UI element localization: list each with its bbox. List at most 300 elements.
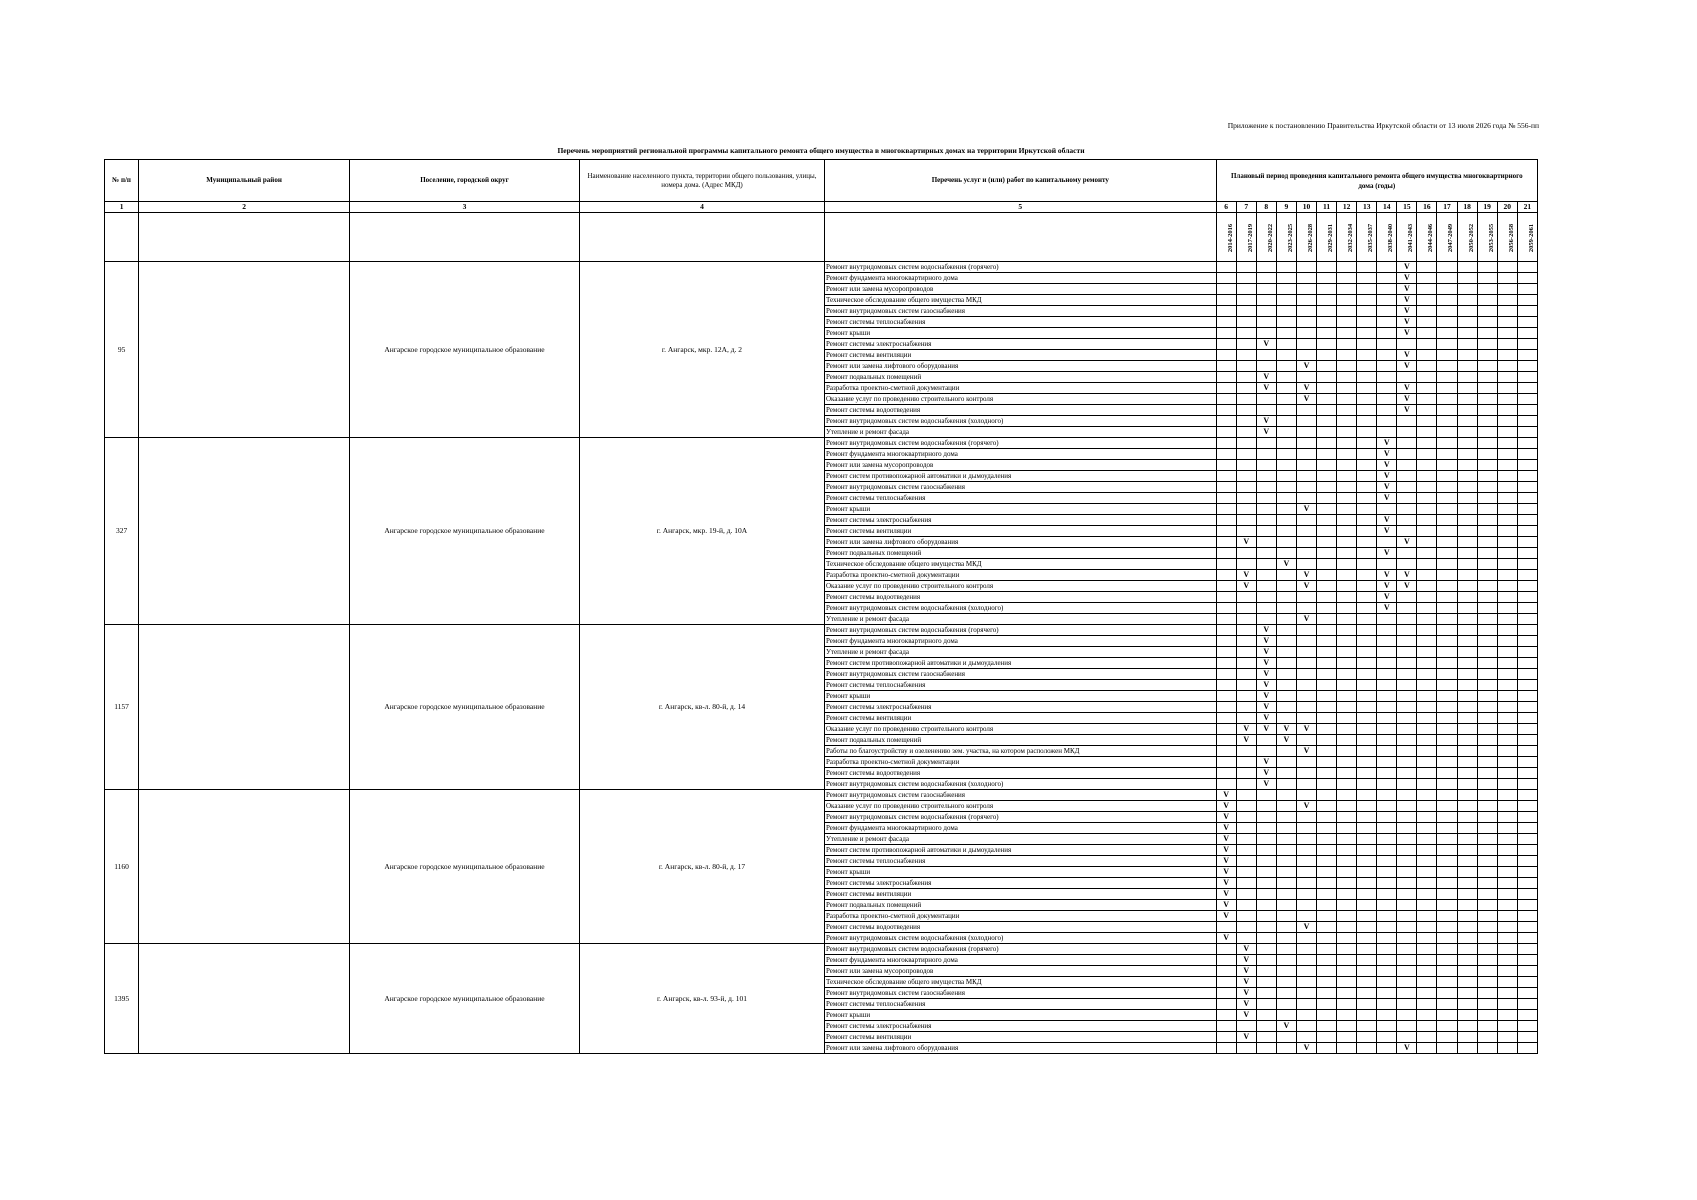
period-cell: V	[1397, 394, 1417, 405]
period-cell	[1437, 548, 1457, 559]
period-cell	[1417, 438, 1437, 449]
period-cell: V	[1377, 526, 1397, 537]
period-cell	[1236, 878, 1256, 889]
period-cell	[1296, 691, 1316, 702]
period-cell	[1317, 647, 1337, 658]
period-cell	[1397, 922, 1417, 933]
period-cell	[1276, 427, 1296, 438]
period-cell	[1276, 372, 1296, 383]
period-cell	[1457, 955, 1477, 966]
period-cell	[1457, 669, 1477, 680]
period-cell	[1276, 658, 1296, 669]
period-cell	[1477, 911, 1497, 922]
period-cell	[1497, 295, 1517, 306]
period-cell	[1216, 284, 1236, 295]
period-cell	[1337, 361, 1357, 372]
period-cell: V	[1296, 361, 1316, 372]
period-cell	[1276, 812, 1296, 823]
period-cell	[1317, 724, 1337, 735]
period-cell	[1317, 603, 1337, 614]
period-cell	[1457, 658, 1477, 669]
period-cell	[1317, 636, 1337, 647]
period-cell	[1256, 889, 1276, 900]
period-cell	[1357, 922, 1377, 933]
period-cell	[1397, 977, 1417, 988]
period-cell	[1377, 955, 1397, 966]
period-cell	[1377, 922, 1397, 933]
work-item: Ремонт фундамента многоквартирного дома	[824, 449, 1216, 460]
period-cell: V	[1377, 493, 1397, 504]
column-number: 10	[1296, 202, 1316, 213]
period-cell	[1276, 449, 1296, 460]
period-cell	[1517, 548, 1537, 559]
period-cell	[1236, 680, 1256, 691]
period-cell	[1497, 614, 1517, 625]
period-cell	[1457, 449, 1477, 460]
period-cell	[1317, 570, 1337, 581]
period-cell	[1477, 944, 1497, 955]
period-cell	[1397, 801, 1417, 812]
period-cell	[1337, 471, 1357, 482]
period-cell	[1357, 548, 1377, 559]
period-cell	[1216, 669, 1236, 680]
period-cell	[1296, 449, 1316, 460]
period-cell	[1517, 460, 1537, 471]
period-cell	[1256, 306, 1276, 317]
period-cell	[1276, 889, 1296, 900]
period-cell	[1497, 746, 1517, 757]
period-cell	[1377, 339, 1397, 350]
period-cell	[1477, 1010, 1497, 1021]
period-cell	[1517, 427, 1537, 438]
period-cell	[1216, 306, 1236, 317]
period-cell	[1276, 383, 1296, 394]
period-cell: V	[1397, 262, 1417, 273]
period-cell	[1317, 746, 1337, 757]
period-cell	[1337, 504, 1357, 515]
period-cell	[1457, 592, 1477, 603]
period-cell	[1397, 768, 1417, 779]
period-cell	[1497, 636, 1517, 647]
period-cell	[1397, 614, 1417, 625]
period-cell	[1377, 790, 1397, 801]
period-cell	[1437, 405, 1457, 416]
work-item: Оказание услуг по проведению строительного контроля	[824, 801, 1216, 812]
period-cell	[1296, 966, 1316, 977]
period-cell	[1517, 999, 1537, 1010]
period-cell	[1477, 658, 1497, 669]
period-cell	[1437, 559, 1457, 570]
period-cell	[1276, 1043, 1296, 1054]
period-cell	[1517, 1010, 1537, 1021]
period-cell	[1236, 460, 1256, 471]
period-cell	[1296, 515, 1316, 526]
column-number: 7	[1236, 202, 1256, 213]
period-cell	[1256, 955, 1276, 966]
period-cell	[1437, 317, 1457, 328]
period-cell	[1477, 724, 1497, 735]
period-cell	[1497, 966, 1517, 977]
period-cell	[1437, 372, 1457, 383]
period-cell: V	[1256, 636, 1276, 647]
period-cell	[1276, 592, 1296, 603]
period-cell	[1477, 383, 1497, 394]
period-cell: V	[1397, 383, 1417, 394]
period-cell	[1357, 559, 1377, 570]
period-cell	[1417, 790, 1437, 801]
period-cell	[1317, 427, 1337, 438]
period-cell: V	[1236, 999, 1256, 1010]
period-cell	[1357, 944, 1377, 955]
period-cell	[1216, 702, 1236, 713]
work-item: Ремонт системы электроснабжения	[824, 515, 1216, 526]
period-cell	[1216, 328, 1236, 339]
period-cell	[1457, 757, 1477, 768]
period-cell	[1276, 493, 1296, 504]
period-cell	[1236, 691, 1256, 702]
period-cell	[1357, 988, 1377, 999]
period-cell	[1296, 944, 1316, 955]
period-cell	[1296, 1021, 1316, 1032]
period-header	[1377, 213, 1397, 262]
period-cell	[1477, 900, 1497, 911]
period-cell: V	[1377, 460, 1397, 471]
period-cell	[1437, 933, 1457, 944]
period-cell	[1317, 680, 1337, 691]
work-item: Ремонт или замена лифтового оборудования	[824, 537, 1216, 548]
period-cell	[1497, 306, 1517, 317]
column-number: 5	[824, 202, 1216, 213]
period-cell	[1276, 526, 1296, 537]
period-cell	[1276, 933, 1296, 944]
period-cell	[1377, 636, 1397, 647]
period-cell	[1397, 757, 1417, 768]
period-cell	[1497, 603, 1517, 614]
period-cell	[1317, 416, 1337, 427]
period-cell	[1317, 1021, 1337, 1032]
period-cell	[1517, 977, 1537, 988]
period-cell	[1417, 515, 1437, 526]
period-header	[1497, 213, 1517, 262]
period-cell	[1397, 669, 1417, 680]
period-cell	[1437, 592, 1457, 603]
period-cell	[1357, 603, 1377, 614]
period-cell	[1477, 823, 1497, 834]
period-cell	[1397, 812, 1417, 823]
period-cell	[1276, 570, 1296, 581]
period-cell	[1437, 955, 1457, 966]
period-cell	[1357, 427, 1377, 438]
period-cell	[1357, 504, 1377, 515]
period-cell	[1477, 581, 1497, 592]
period-cell	[1517, 944, 1537, 955]
period-cell	[1276, 284, 1296, 295]
period-label: 2020-2022	[1266, 223, 1274, 252]
period-cell	[1216, 603, 1236, 614]
period-cell	[1216, 636, 1236, 647]
period-cell	[1417, 581, 1437, 592]
period-cell	[1497, 757, 1517, 768]
period-cell	[1276, 823, 1296, 834]
period-cell	[1517, 471, 1537, 482]
work-item: Техническое обследование общего имущества МКД	[824, 559, 1216, 570]
period-cell: V	[1377, 592, 1397, 603]
period-cell	[1397, 416, 1417, 427]
period-cell	[1357, 383, 1377, 394]
work-item: Ремонт внутридомовых систем водоснабжения (горячего)	[824, 438, 1216, 449]
period-cell	[1317, 317, 1337, 328]
work-item: Ремонт системы водоотведения	[824, 405, 1216, 416]
period-cell	[1276, 790, 1296, 801]
period-cell	[1437, 746, 1457, 757]
period-cell	[1357, 647, 1377, 658]
period-cell	[1216, 757, 1236, 768]
period-cell	[1457, 1010, 1477, 1021]
period-cell	[1377, 537, 1397, 548]
period-cell	[1517, 526, 1537, 537]
period-cell	[1256, 614, 1276, 625]
period-cell	[1357, 966, 1377, 977]
period-cell	[1337, 581, 1357, 592]
column-number: 13	[1357, 202, 1377, 213]
period-cell	[1296, 900, 1316, 911]
period-cell	[1477, 1032, 1497, 1043]
period-cell: V	[1216, 801, 1236, 812]
period-cell	[1477, 537, 1497, 548]
period-cell	[1236, 361, 1256, 372]
period-cell	[1457, 911, 1477, 922]
period-cell	[1437, 361, 1457, 372]
period-cell	[1296, 603, 1316, 614]
period-cell	[1477, 559, 1497, 570]
period-cell: V	[1377, 482, 1397, 493]
table-row	[105, 790, 1538, 801]
period-cell	[1357, 306, 1377, 317]
period-cell: V	[1216, 856, 1236, 867]
col-header-num: № п/п	[105, 160, 139, 202]
period-cell	[1317, 845, 1337, 856]
period-cell	[1497, 933, 1517, 944]
period-cell	[1477, 548, 1497, 559]
period-cell	[1377, 317, 1397, 328]
period-cell	[1276, 900, 1296, 911]
period-cell	[1357, 1010, 1377, 1021]
col-header-works: Перечень услуг и (или) работ по капитальному ремонту	[824, 160, 1216, 202]
period-cell	[1337, 339, 1357, 350]
period-cell	[1417, 350, 1437, 361]
period-cell	[1437, 856, 1457, 867]
period-cell	[1357, 1043, 1377, 1054]
period-cell	[1437, 570, 1457, 581]
period-cell	[1377, 757, 1397, 768]
period-cell	[1216, 493, 1236, 504]
period-header	[1517, 213, 1537, 262]
period-cell	[1296, 427, 1316, 438]
period-label: 2014-2016	[1226, 223, 1234, 252]
house-number: 95	[105, 262, 139, 438]
period-cell: V	[1256, 680, 1276, 691]
work-item: Ремонт внутридомовых систем водоснабжения (горячего)	[824, 262, 1216, 273]
work-item: Ремонт внутридомовых систем газоснабжения	[824, 988, 1216, 999]
work-item: Ремонт подвальных помещений	[824, 372, 1216, 383]
period-cell	[1397, 856, 1417, 867]
period-cell	[1236, 504, 1256, 515]
period-cell	[1256, 834, 1276, 845]
period-cell	[1437, 988, 1457, 999]
period-cell	[1397, 1032, 1417, 1043]
period-cell	[1276, 460, 1296, 471]
period-cell: V	[1256, 702, 1276, 713]
period-cell	[1216, 691, 1236, 702]
period-cell	[1276, 438, 1296, 449]
period-cell	[1437, 790, 1457, 801]
work-item: Ремонт системы вентиляции	[824, 889, 1216, 900]
period-cell	[1437, 1021, 1457, 1032]
period-cell	[1216, 526, 1236, 537]
period-cell	[1417, 845, 1437, 856]
period-cell	[1397, 746, 1417, 757]
period-cell	[1497, 372, 1517, 383]
period-cell	[1337, 449, 1357, 460]
period-cell	[1477, 405, 1497, 416]
period-cell	[1397, 735, 1417, 746]
period-cell	[1437, 966, 1457, 977]
period-cell	[1497, 856, 1517, 867]
period-cell	[1397, 438, 1417, 449]
period-label: 2056-2058	[1507, 223, 1515, 252]
period-cell	[1477, 790, 1497, 801]
period-cell	[1457, 647, 1477, 658]
period-cell	[1497, 867, 1517, 878]
period-cell	[1517, 262, 1537, 273]
table-viewport	[104, 159, 1538, 1088]
period-cell	[1317, 966, 1337, 977]
period-cell	[1236, 614, 1256, 625]
work-item: Техническое обследование общего имущества МКД	[824, 295, 1216, 306]
period-cell	[1437, 471, 1457, 482]
period-cell	[1437, 603, 1457, 614]
period-spacer	[105, 213, 139, 262]
period-cell	[1216, 581, 1236, 592]
period-cell: V	[1296, 801, 1316, 812]
period-cell	[1317, 306, 1337, 317]
period-label: 2053-2055	[1487, 223, 1495, 252]
work-item: Утепление и ремонт фасада	[824, 647, 1216, 658]
period-cell	[1437, 779, 1457, 790]
period-cell	[1276, 922, 1296, 933]
period-cell	[1397, 647, 1417, 658]
period-cell	[1337, 427, 1357, 438]
period-cell	[1256, 592, 1276, 603]
period-cell: V	[1236, 735, 1256, 746]
period-cell	[1296, 768, 1316, 779]
period-cell	[1417, 328, 1437, 339]
work-item: Ремонт системы теплоснабжения	[824, 856, 1216, 867]
period-cell	[1317, 614, 1337, 625]
document-title: Перечень мероприятий региональной программы капитального ремонта общего имущества в многоквартирных домах на территории Иркутской области	[557, 146, 1085, 155]
work-item: Ремонт или замена мусоропроводов	[824, 460, 1216, 471]
period-header	[1457, 213, 1477, 262]
house-district	[139, 790, 350, 944]
period-cell	[1236, 779, 1256, 790]
period-cell	[1457, 306, 1477, 317]
period-cell	[1417, 482, 1437, 493]
period-cell: V	[1276, 559, 1296, 570]
period-cell	[1477, 295, 1497, 306]
period-cell	[1417, 306, 1437, 317]
period-cell	[1457, 768, 1477, 779]
period-cell	[1417, 416, 1437, 427]
period-cell	[1377, 328, 1397, 339]
period-cell	[1457, 900, 1477, 911]
period-cell	[1497, 812, 1517, 823]
period-cell	[1477, 636, 1497, 647]
period-cell	[1216, 504, 1236, 515]
period-cell	[1357, 680, 1377, 691]
period-cell	[1377, 625, 1397, 636]
period-cell: V	[1397, 537, 1417, 548]
period-cell	[1377, 350, 1397, 361]
period-cell	[1377, 966, 1397, 977]
period-cell	[1276, 1032, 1296, 1043]
period-cell	[1256, 570, 1276, 581]
period-cell	[1457, 471, 1477, 482]
work-item: Ремонт крыши	[824, 691, 1216, 702]
work-item: Ремонт внутридомовых систем газоснабжения	[824, 482, 1216, 493]
period-cell	[1497, 537, 1517, 548]
period-cell	[1437, 680, 1457, 691]
period-cell	[1216, 1032, 1236, 1043]
period-cell	[1337, 845, 1357, 856]
period-cell: V	[1377, 548, 1397, 559]
period-cell	[1216, 515, 1236, 526]
period-cell	[1417, 889, 1437, 900]
period-cell	[1337, 460, 1357, 471]
period-cell	[1216, 449, 1236, 460]
period-cell	[1397, 482, 1417, 493]
period-cell	[1377, 647, 1397, 658]
period-cell	[1417, 999, 1437, 1010]
period-cell	[1517, 328, 1537, 339]
period-cell	[1357, 471, 1377, 482]
period-cell	[1317, 768, 1337, 779]
period-cell	[1517, 955, 1537, 966]
period-cell	[1457, 262, 1477, 273]
work-item: Ремонт системы электроснабжения	[824, 702, 1216, 713]
period-cell	[1276, 713, 1296, 724]
period-cell	[1457, 361, 1477, 372]
period-cell	[1477, 592, 1497, 603]
period-cell	[1357, 295, 1377, 306]
period-cell	[1276, 999, 1296, 1010]
period-cell	[1437, 1010, 1457, 1021]
period-cell	[1276, 471, 1296, 482]
period-cell	[1296, 438, 1316, 449]
col-header-address: Наименование населенного пункта, территории общего пользования, улицы, номера дома. (Адрес МКД)	[579, 160, 824, 202]
period-cell	[1457, 339, 1477, 350]
period-cell	[1256, 878, 1276, 889]
period-cell	[1457, 559, 1477, 570]
period-cell	[1296, 559, 1316, 570]
period-cell	[1517, 647, 1537, 658]
period-cell	[1497, 834, 1517, 845]
period-cell	[1296, 933, 1316, 944]
period-cell: V	[1236, 977, 1256, 988]
house-district	[139, 625, 350, 790]
period-cell	[1497, 1010, 1517, 1021]
period-cell	[1377, 724, 1397, 735]
period-cell	[1317, 933, 1337, 944]
